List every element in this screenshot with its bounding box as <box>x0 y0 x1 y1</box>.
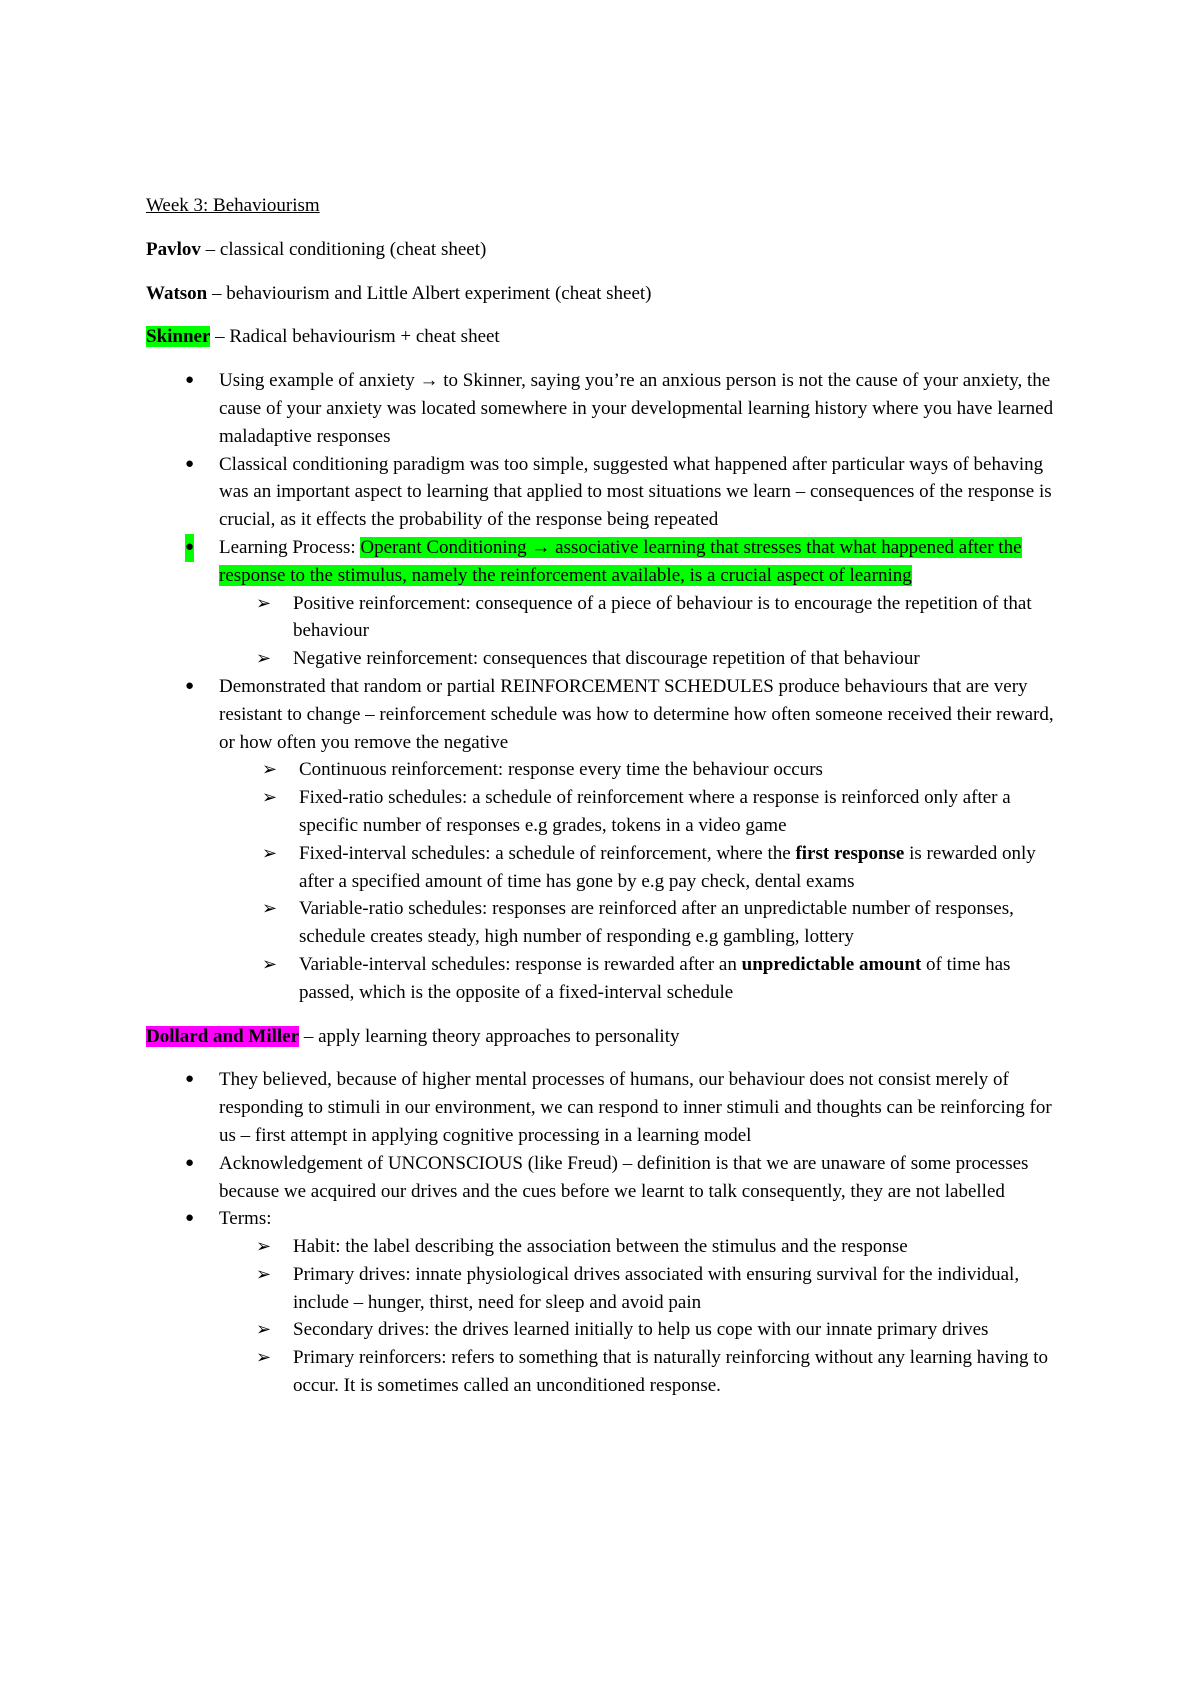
skinner-bullets <box>146 367 1066 1006</box>
document-body <box>146 192 1066 1416</box>
bullet-icon: ● <box>185 534 194 562</box>
operant-conditioning-highlight: Operant Conditioning → associative learning that stresses that what happened after the response to the stimulus, namely the reinforcement available, is a crucial aspect of learning <box>219 536 1022 586</box>
skinner-name: Skinner <box>146 326 211 348</box>
arrowhead-bullet-icon: ➢ <box>262 953 278 974</box>
pavlov-line: Pavlov – classical conditioning (cheat sheet) <box>146 238 487 260</box>
bullet-icon: ● <box>185 677 195 694</box>
arrowhead-bullet-icon: ➢ <box>256 1263 272 1284</box>
list-item: ● Classical conditioning paradigm was too simple, suggested what happened after particular ways of behaving was an important aspect to learning that applied to most situations we learn – consequences of the response is crucial, as it effects the probability of the response being repeated <box>146 451 1066 534</box>
sub-list-item: ➢ Positive reinforcement: consequence of a piece of behaviour is to encourage the repetition of that behaviour <box>146 590 1066 646</box>
sub-list-item: ➢ Continuous reinforcement: response every time the behaviour occurs <box>146 756 1066 784</box>
sub-list-item: ➢ Variable-ratio schedules: responses are reinforced after an unpredictable number of responses, schedule creates steady, high number of responding e.g gambling, lottery <box>146 895 1066 951</box>
sub-list-item: ➢ Variable-interval schedules: response is rewarded after an unpredictable amount of time has passed, which is the opposite of a fixed-interval schedule <box>146 951 1066 1007</box>
bullet-icon: ● <box>185 1210 195 1227</box>
sub-list <box>219 590 1066 673</box>
arrowhead-bullet-icon: ➢ <box>262 898 278 919</box>
dollard-miller-line: Dollard and Miller – apply learning theory approaches to personality <box>146 1025 680 1047</box>
list-item: ● Learning Process: Operant Conditioning → associative learning that stresses that what happened after the response to the stimulus, namely the reinforcement available, is a crucial aspect of learning ➢ Positive reinforcement: consequence of a piece of behaviour is to encourage the repetition of that behaviour ➢ Negative reinforcement: consequences that discourage repetition of that behaviour <box>146 534 1066 673</box>
bullet-icon: ● <box>185 1071 195 1088</box>
sub-list-item: ➢ Fixed-interval schedules: a schedule of reinforcement, where the first response is rewarded only after a specified amount of time has gone by e.g pay check, dental exams <box>146 840 1066 896</box>
sub-list <box>219 756 1066 1006</box>
arrowhead-bullet-icon: ➢ <box>256 1236 272 1257</box>
arrowhead-bullet-icon: ➢ <box>256 648 272 669</box>
arrowhead-bullet-icon: ➢ <box>262 759 278 780</box>
pavlov-name: Pavlov <box>146 238 201 260</box>
list-item: ● Acknowledgement of UNCONSCIOUS (like Freud) – definition is that we are unaware of some processes because we acquired our drives and the cues before we learnt to talk consequently, they are not labelled <box>146 1150 1066 1206</box>
sub-list-item: ➢ Fixed-ratio schedules: a schedule of reinforcement where a response is reinforced only after a specific number of responses e.g grades, tokens in a video game <box>146 784 1066 840</box>
list-item: ● Terms: ➢ Habit: the label describing the association between the stimulus and the response ➢ Primary drives: innate physiological drives associated with ensuring survival for the individual, include – hunger, thirst, need for sleep and avoid pain ➢ Secondary drives: the drives learned initially to help us cope with our innate primary drives ➢ Primary reinforcers: refers to something that is naturally reinforcing without any learning having to occur. It is sometimes called an unconditioned response. <box>146 1205 1066 1400</box>
list-item: ● They believed, because of higher mental processes of humans, our behaviour does not consist merely of responding to stimuli in our environment, we can respond to inner stimuli and thoughts can be reinforcing for us – first attempt in applying cognitive processing in a learning model <box>146 1066 1066 1149</box>
page-title: Week 3: Behaviourism <box>146 195 320 216</box>
watson-line: Watson – behaviourism and Little Albert experiment (cheat sheet) <box>146 282 652 304</box>
sub-list-item: ➢ Negative reinforcement: consequences that discourage repetition of that behaviour <box>146 645 1066 673</box>
bullet-icon: ● <box>185 455 195 472</box>
arrowhead-bullet-icon: ➢ <box>262 842 278 863</box>
dollard-bullets <box>146 1066 1066 1400</box>
sub-list-item: ➢ Habit: the label describing the association between the stimulus and the response <box>146 1233 1066 1261</box>
skinner-line: Skinner – Radical behaviourism + cheat sheet <box>146 326 500 348</box>
sub-list-item: ➢ Primary reinforcers: refers to something that is naturally reinforcing without any learning having to occur. It is sometimes called an unconditioned response. <box>146 1344 1066 1400</box>
watson-name: Watson <box>146 282 208 304</box>
dollard-miller-name: Dollard and Miller <box>146 1025 300 1047</box>
arrowhead-bullet-icon: ➢ <box>256 1347 272 1368</box>
list-item: ● Demonstrated that random or partial REINFORCEMENT SCHEDULES produce behaviours that are very resistant to change – reinforcement schedule was how to determine how often someone received their reward, or how often you remove the negative ➢ Continuous reinforcement: response every time the behaviour occurs ➢ Fixed-ratio schedules: a schedule of reinforcement where a response is reinforced only after a specific number of responses e.g grades, tokens in a video game ➢ Fixed-interval schedules: a schedule of reinforcement, where the first response is rewarded only after a specified amount of time has gone by e.g pay check, dental exams ➢ Variable-ratio schedules: responses are reinforced after an unpredictable number of responses, schedule creates steady, high number of responding e.g gambling, lottery ➢ Variable-interval schedules: response is rewarded after an unpredictable amount of time has passed, which is the opposite of a fixed-interval schedule <box>146 673 1066 1007</box>
bullet-icon: ● <box>185 372 195 389</box>
list-item: ● Using example of anxiety → to Skinner, saying you’re an anxious person is not the cause of your anxiety, the cause of your anxiety was located somewhere in your developmental learning history where you have learned maladaptive responses <box>146 367 1066 450</box>
sub-list-item: ➢ Secondary drives: the drives learned initially to help us cope with our innate primary drives <box>146 1316 1066 1344</box>
arrowhead-bullet-icon: ➢ <box>256 1319 272 1340</box>
sub-list-item: ➢ Primary drives: innate physiological drives associated with ensuring survival for the individual, include – hunger, thirst, need for sleep and avoid pain <box>146 1261 1066 1317</box>
bullet-icon: ● <box>185 1154 195 1171</box>
arrowhead-bullet-icon: ➢ <box>256 592 272 613</box>
arrowhead-bullet-icon: ➢ <box>262 787 278 808</box>
sub-list <box>219 1233 1066 1400</box>
